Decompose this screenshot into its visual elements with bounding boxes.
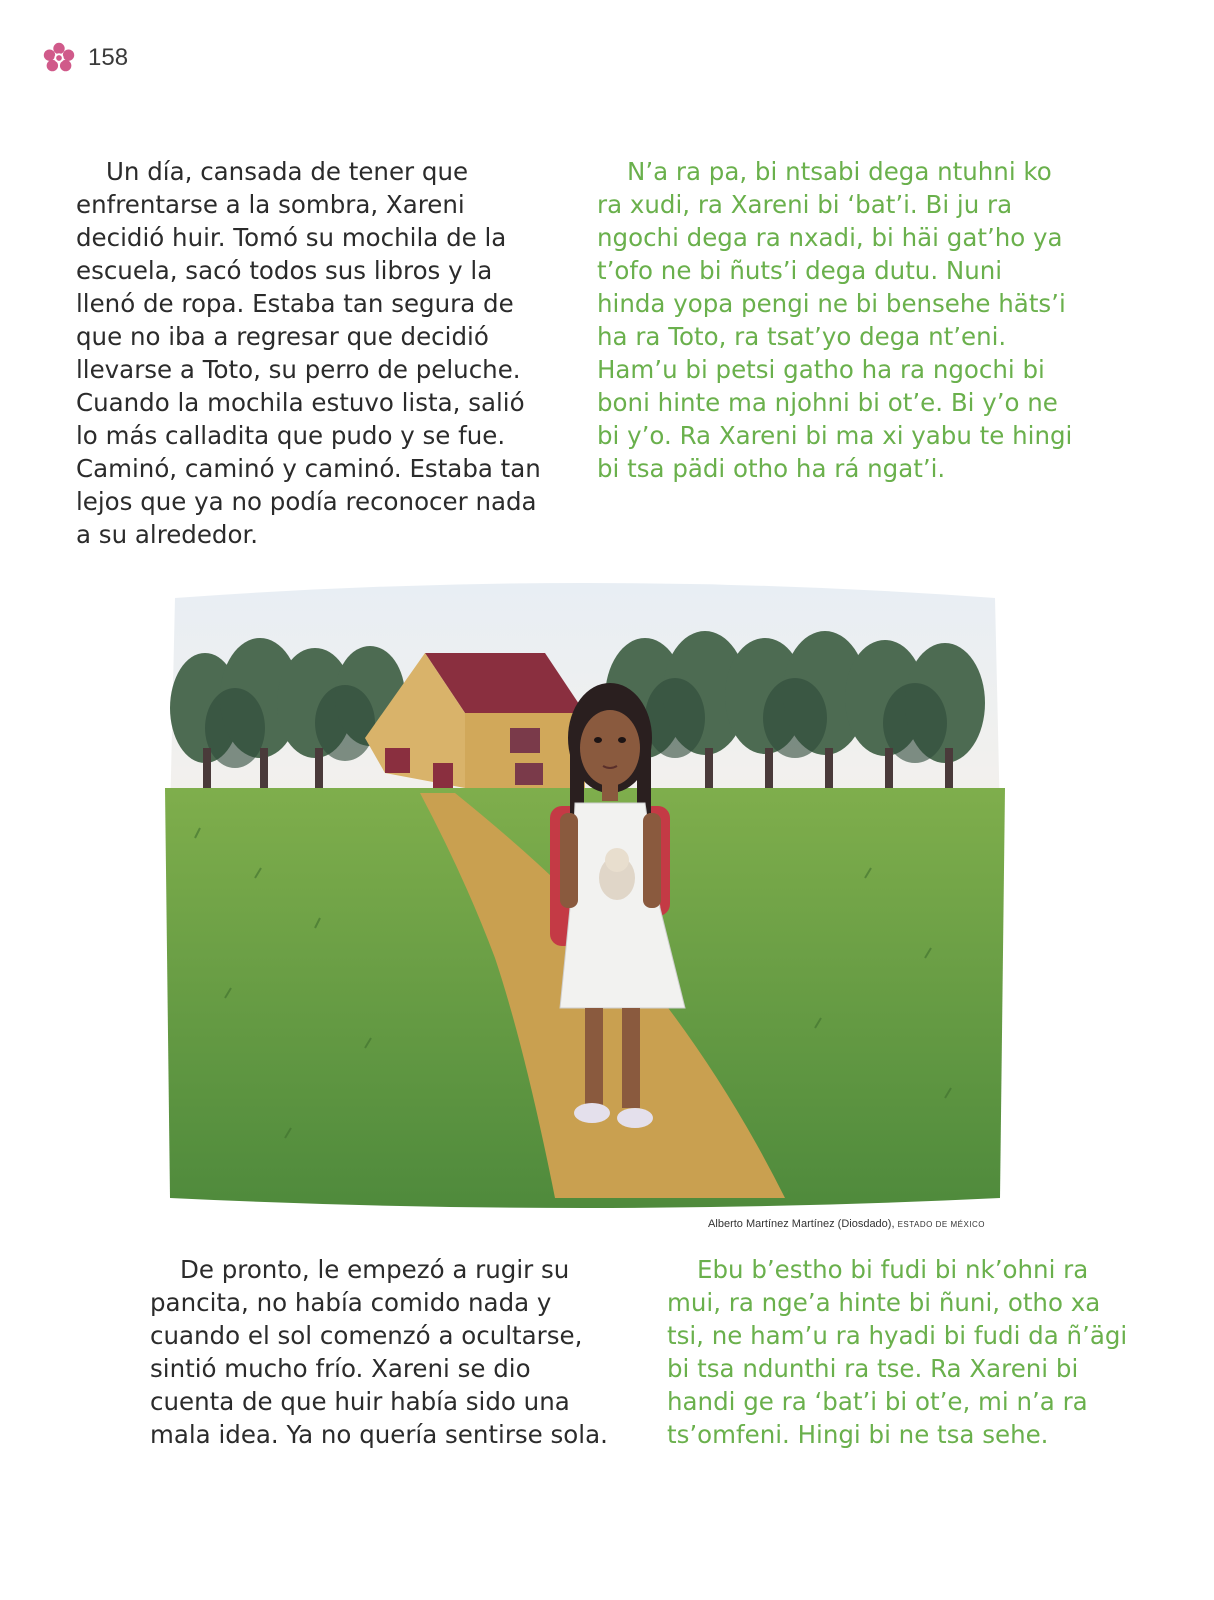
otomi-paragraph-bottom xyxy=(667,1253,1137,1451)
otomi-paragraph-top xyxy=(597,155,1077,485)
page-number: 158 xyxy=(88,44,129,71)
flower-icon xyxy=(40,39,78,77)
paragraph-text: De pronto, le empezó a rugir su pancita, no había comido nada y cuando el sol comenzó a ocultarse, sintió mucho frío. Xareni se dio cuenta de que huir había sido una mala idea. Ya no quería sentirse sola. xyxy=(150,1255,608,1449)
spanish-paragraph-bottom xyxy=(150,1253,620,1451)
credit-state: ESTADO DE MÉXICO xyxy=(897,1220,985,1229)
page-header xyxy=(40,38,128,78)
spanish-paragraph-top xyxy=(76,155,546,551)
paragraph-text: Un día, cansada de tener que enfrentarse a la sombra, Xareni decidió huir. Tomó su mochila de la escuela, sacó todos sus libros y la llenó de ropa. Estaba tan segura de que no iba a regresar que decidió llevarse a Toto, su perro de peluche. Cuando la mochila estuvo lista, salió lo más calladita que pudo y se fue. Caminó, caminó y caminó. Estaba tan lejos que ya no podía reconocer nada a su alrededor. xyxy=(76,157,541,549)
illustration-girl-on-path xyxy=(165,578,1005,1210)
illustration-credit xyxy=(600,1218,985,1230)
credit-name: Alberto Martínez Martínez (Diosdado), xyxy=(708,1218,895,1230)
paragraph-text: N’a ra pa, bi ntsabi dega ntuhni ko ra xudi, ra Xareni bi ‘bat’i. Bi ju ra ngochi dega ra nxadi, bi häi gat’ho ya t’ofo ne bi ñuts’i dega dutu. Nuni hinda yopa pengi ne bi bensehe häts’i ha ra Toto, ra tsat’yo dega nt’eni. Ham’u bi petsi gatho ha ra ngochi bi boni hinte ma njohni bi ot’e. Bi y’o ne bi y’o. Ra Xareni bi ma xi yabu te hingi bi tsa pädi otho ha rá ngat’i. xyxy=(597,157,1073,483)
paragraph-text: Ebu b’estho bi fudi bi nk’ohni ra mui, ra nge’a hinte bi ñuni, otho xa tsi, ne ham’u ra hyadi bi fudi da ñ’ägi bi tsa ndunthi ra tse. Ra Xareni bi handi ge ra ‘bat’i bi ot’e, mi n’a ra ts’omfeni. Hingi bi ne tsa sehe. xyxy=(667,1255,1128,1449)
